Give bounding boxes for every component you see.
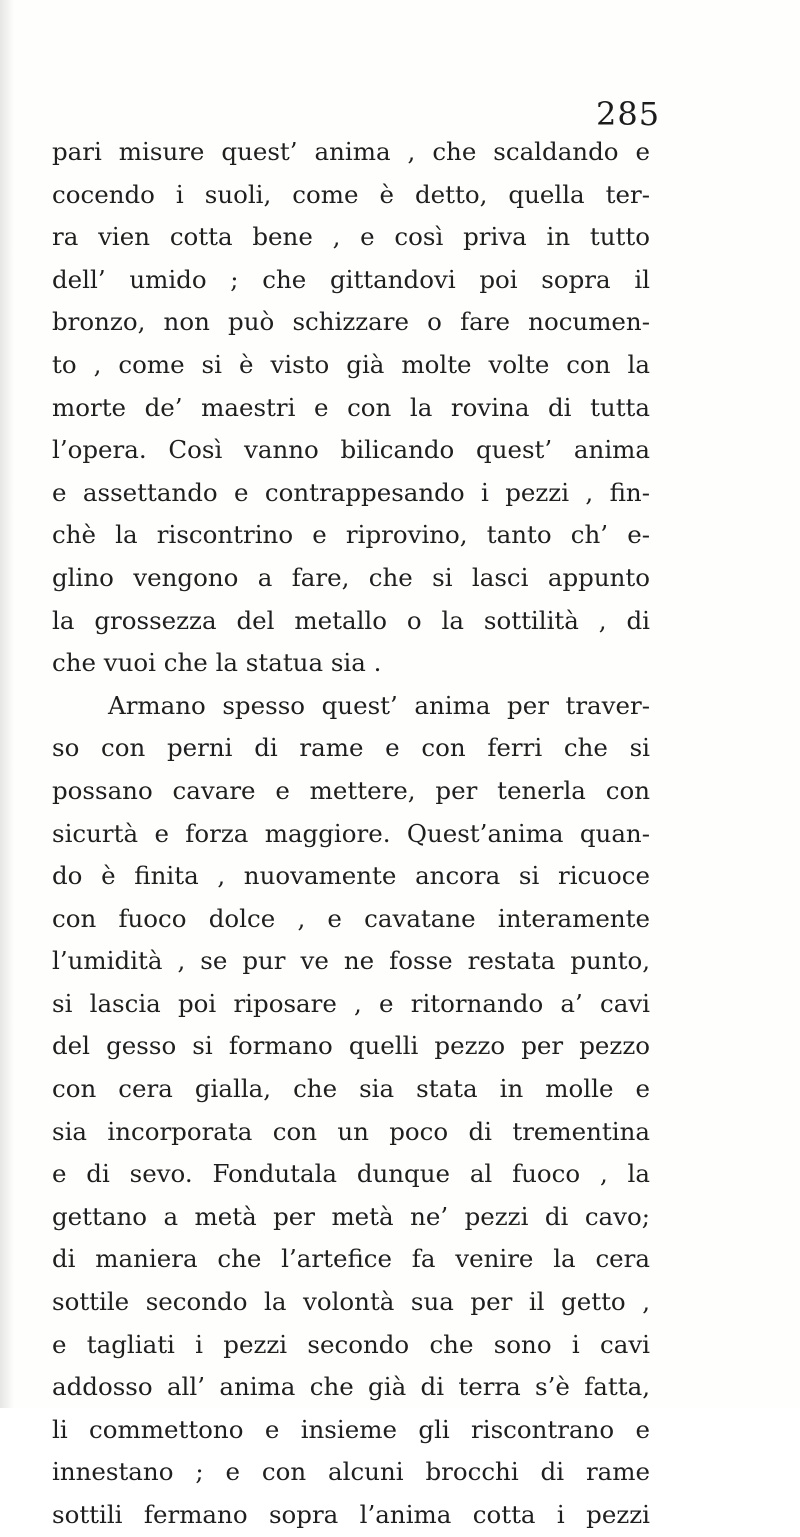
text-line: morte de’ maestri e con la rovina di tutta	[52, 392, 650, 422]
text-line: si lascia poi riposare , e ritornando a’ cavi	[52, 988, 650, 1018]
text-line: la grossezza del metallo o la sottilità , di	[52, 605, 650, 635]
text-line: sottile secondo la volontà sua per il getto ,	[52, 1287, 650, 1317]
paragraph-end-line: che vuoi che la statua sia .	[52, 648, 382, 678]
text-line: addosso all’ anima che già di terra s’è fatta,	[52, 1372, 650, 1402]
text-line: do è finita , nuovamente ancora si ricuoce	[52, 861, 650, 891]
text-line: e tagliati i pezzi secondo che sono i cavi	[52, 1329, 650, 1359]
text-line: gettano a metà per metà ne’ pezzi di cavo;	[52, 1201, 650, 1231]
text-line: possano cavare e mettere, per tenerla con	[52, 775, 650, 805]
text-line: l’umidità , se pur ve ne fosse restata punto,	[52, 946, 650, 976]
text-line: di maniera che l’artefice fa venire la cera	[52, 1244, 650, 1274]
text-line: ra vien cotta bene , e così priva in tutto	[52, 222, 650, 252]
text-line: e di sevo. Fondutala dunque al fuoco , la	[52, 1159, 650, 1189]
text-line: glino vengono a fare, che si lasci appunto	[52, 562, 650, 592]
text-line: e assettando e contrappesando i pezzi , fin-	[52, 477, 650, 507]
paragraph-first-line: Armano spesso quest’ anima per traver-	[108, 690, 650, 720]
text-line: bronzo, non può schizzare o fare nocumen-	[52, 307, 650, 337]
text-line: sottili fermano sopra l’anima cotta i pezzi	[52, 1500, 650, 1529]
text-line: to , come si è visto già molte volte con la	[52, 349, 650, 379]
text-line: con fuoco dolce , e cavatane interamente	[52, 903, 650, 933]
text-line: del gesso si formano quelli pezzo per pezzo	[52, 1031, 650, 1061]
text-line: li commettono e insieme gli riscontrano e	[52, 1414, 650, 1444]
text-line: cocendo i suoli, come è detto, quella ter-	[52, 179, 650, 209]
page-text-body	[52, 131, 650, 1537]
text-line: chè la riscontrino e riprovino, tanto ch’ e-	[52, 520, 650, 550]
page-number: 285	[596, 95, 661, 133]
text-line: innestano ; e con alcuni brocchi di rame	[52, 1457, 650, 1487]
text-line: pari misure quest’ anima , che scaldando e	[52, 137, 650, 166]
text-line: l’opera. Così vanno bilicando quest’ anima	[52, 435, 650, 465]
text-line: sia incorporata con un poco di trementina	[52, 1116, 650, 1146]
text-line: so con perni di rame e con ferri che si	[52, 733, 650, 763]
text-line: dell’ umido ; che gittandovi poi sopra il	[52, 264, 650, 294]
text-line: sicurtà e forza maggiore. Quest’anima quan-	[52, 818, 650, 848]
text-line: con cera gialla, che sia stata in molle e	[52, 1074, 650, 1104]
page-gutter-shadow	[0, 0, 14, 1408]
